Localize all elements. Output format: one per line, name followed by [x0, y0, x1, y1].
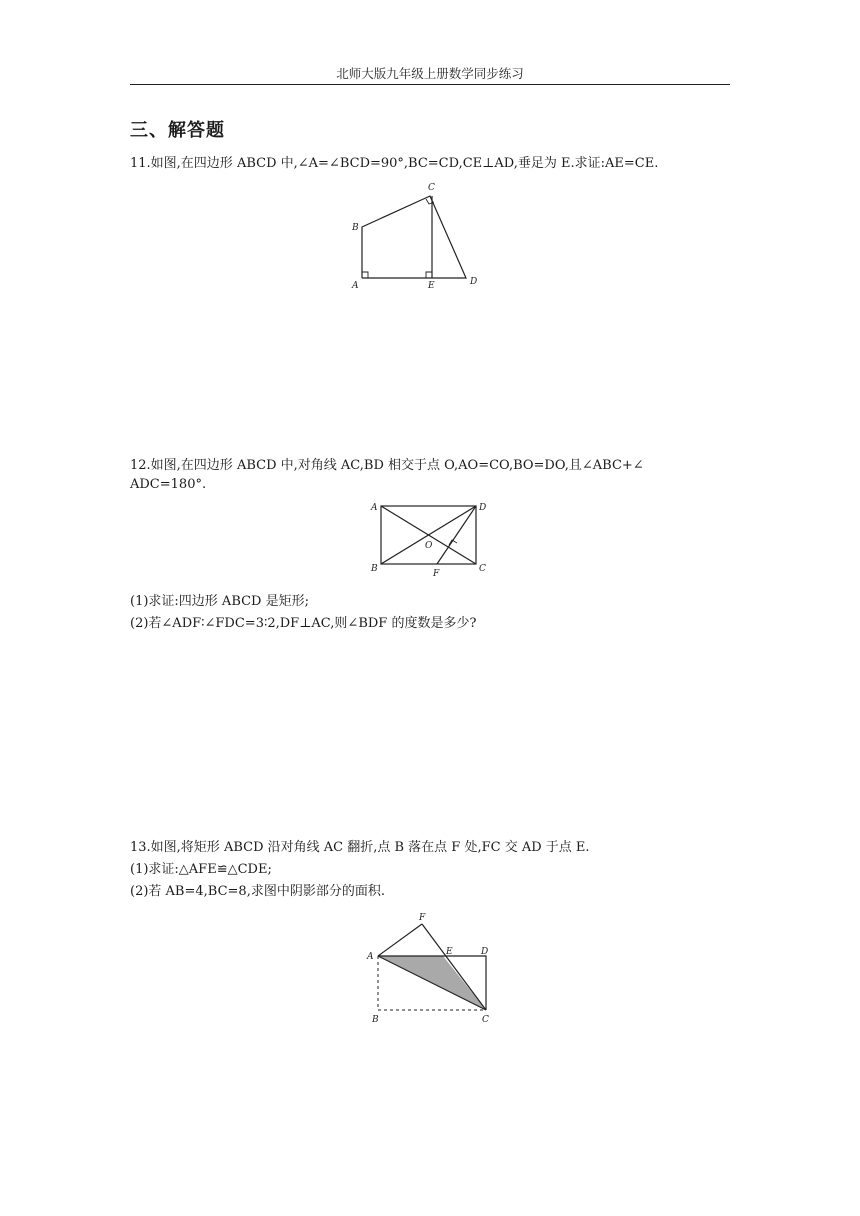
q13-part2: (2)若 AB=4,BC=8,求图中阴影部分的面积. [130, 884, 385, 899]
q13-label-e: E [446, 947, 453, 957]
q13-label-a: A [367, 952, 374, 962]
q11-label-c: C [428, 183, 435, 193]
q11-quadrilateral [362, 196, 466, 278]
q13-text-line1: 13.如图,将矩形 ABCD 沿对角线 AC 翻折,点 B 落在点 F 处,FC 交 AD 于点 E. [130, 840, 590, 855]
q11-label-b: B [352, 223, 359, 233]
header-rule [130, 84, 730, 85]
q12-text-line2: ADC=180°. [130, 477, 207, 492]
q11-label-d: D [470, 277, 478, 287]
q13-label-c: C [482, 1015, 489, 1025]
q12-label-b: B [371, 564, 378, 574]
q13-label-d: D [481, 947, 489, 957]
q13-part1: (1)求证:△AFE≌△CDE; [130, 862, 272, 877]
q11-right-angle-a [362, 272, 368, 278]
q11-text: 11.如图,在四边形 ABCD 中,∠A=∠BCD=90°,BC=CD,CE⊥AD,垂足为 E.求证:AE=CE. [130, 156, 659, 171]
q12-label-a: A [371, 503, 378, 513]
q12-label-c: C [479, 564, 486, 574]
section-title: 三、解答题 [130, 120, 225, 141]
q13-label-f: F [419, 913, 426, 923]
q11-figure [340, 180, 490, 290]
q12-label-o: O [425, 541, 433, 551]
page-header: 北师大版九年级上册数学同步练习 [336, 66, 524, 81]
q12-part1: (1)求证:四边形 ABCD 是矩形; [130, 594, 309, 609]
q12-label-d: D [479, 503, 487, 513]
q11-label-e: E [428, 281, 435, 291]
q12-part2: (2)若∠ADF∶∠FDC=3∶2,DF⊥AC,则∠BDF 的度数是多少? [130, 616, 477, 631]
q11-right-angle-e [426, 272, 432, 278]
q13-figure [362, 908, 502, 1028]
q11-label-a: A [352, 281, 359, 291]
q12-figure [365, 498, 495, 583]
q13-label-b: B [372, 1015, 379, 1025]
q12-label-f: F [433, 569, 440, 579]
q12-text-line1: 12.如图,在四边形 ABCD 中,对角线 AC,BD 相交于点 O,AO=CO,BO=DO,且∠ABC+∠ [130, 458, 644, 473]
q12-segment-df [437, 506, 476, 564]
q13-segment-af [378, 924, 422, 956]
